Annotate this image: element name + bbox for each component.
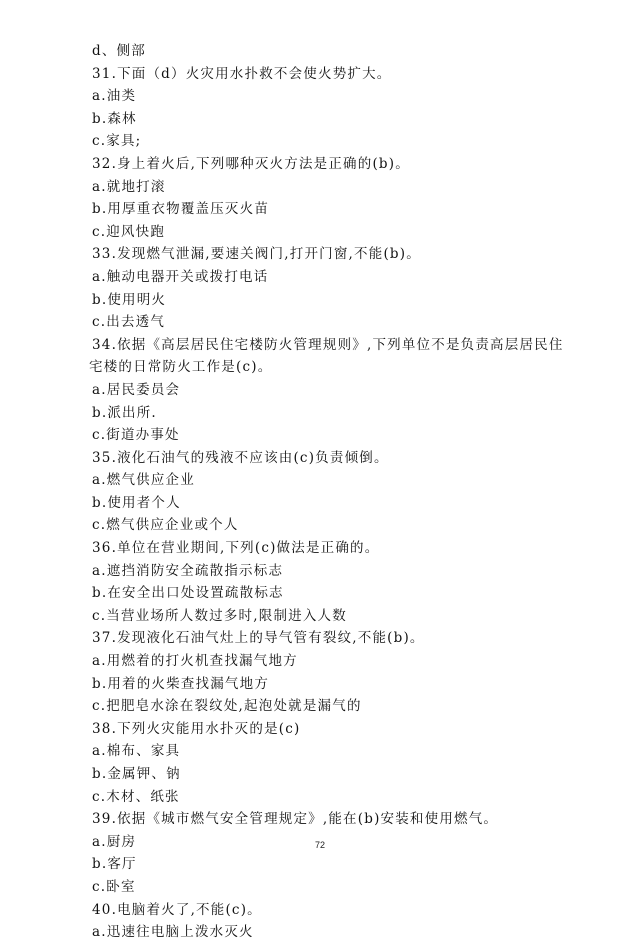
option-line: c.当营业场所人数过多时,限制进入人数 bbox=[92, 607, 347, 624]
question-line: 38.下列火灾能用水扑灭的是(c) bbox=[92, 720, 301, 737]
option-line: b.在安全出口处设置疏散标志 bbox=[92, 585, 284, 602]
question-line: 37.发现液化石油气灶上的导气管有裂纹,不能(b)。 bbox=[92, 630, 425, 647]
text-body bbox=[89, 40, 592, 944]
page-number: 72 bbox=[314, 840, 325, 850]
question-line: 36.单位在营业期间,下列(c)做法是正确的。 bbox=[92, 540, 380, 557]
option-line: a.用燃着的打火机查找漏气地方 bbox=[92, 653, 298, 670]
option-line: c.卧室 bbox=[92, 878, 136, 895]
option-line: b.客厅 bbox=[92, 856, 137, 873]
question-line: 40.电脑着火了,不能(c)。 bbox=[92, 901, 262, 918]
continuation-line: 宅楼的日常防火工作是(c)。 bbox=[89, 359, 273, 376]
question-line: 34.依据《高层居民住宅楼防火管理规则》,下列单位不是负责高层居民住 bbox=[92, 336, 564, 353]
option-line: c.家具; bbox=[92, 133, 142, 150]
option-line: b.金属钾、钠 bbox=[92, 766, 181, 782]
question-line: 39.依据《城市燃气安全管理规定》,能在(b)安装和使用燃气。 bbox=[92, 811, 499, 828]
question-line: 35.液化石油气的残液不应该由(c)负责倾倒。 bbox=[92, 449, 389, 466]
option-line: b.使用者个人 bbox=[92, 494, 181, 511]
option-line: c.出去透气 bbox=[92, 314, 166, 331]
option-line: b.用厚重衣物覆盖压灭火苗 bbox=[92, 201, 270, 218]
option-line: c.把肥皂水涂在裂纹处,起泡处就是漏气的 bbox=[92, 698, 362, 715]
option-line: d、侧部 bbox=[92, 43, 146, 59]
option-line: a.厨房 bbox=[92, 833, 137, 850]
option-line: c.街道办事处 bbox=[92, 427, 180, 444]
option-line: c.燃气供应企业或个人 bbox=[92, 517, 239, 534]
option-line: a.居民委员会 bbox=[92, 381, 181, 398]
option-line: b.森林 bbox=[92, 110, 137, 127]
option-line: c.木材、纸张 bbox=[92, 788, 180, 805]
option-line: a.迅速往电脑上泼水灭火 bbox=[92, 924, 254, 941]
option-line: a.遮挡消防安全疏散指示标志 bbox=[92, 562, 284, 579]
option-line: a.就地打滚 bbox=[92, 178, 166, 195]
option-line: a.燃气供应企业 bbox=[92, 472, 195, 489]
option-line: b.使用明火 bbox=[92, 291, 167, 308]
option-line: a.棉布、家具 bbox=[92, 743, 181, 760]
question-line: 31.下面（d）火灾用水扑救不会使火势扩大。 bbox=[92, 65, 392, 82]
question-line: 33.发现燃气泄漏,要速关阀门,打开门窗,不能(b)。 bbox=[92, 246, 421, 263]
option-line: a.油类 bbox=[92, 88, 137, 105]
option-line: b.派出所. bbox=[92, 404, 157, 421]
option-line: c.迎风快跑 bbox=[92, 223, 166, 240]
question-line: 32.身上着火后,下列哪种灭火方法是正确的(b)。 bbox=[92, 155, 410, 172]
option-line: a.触动电器开关或拨打电话 bbox=[92, 268, 269, 285]
option-line: b.用着的火柴查找漏气地方 bbox=[92, 675, 270, 692]
